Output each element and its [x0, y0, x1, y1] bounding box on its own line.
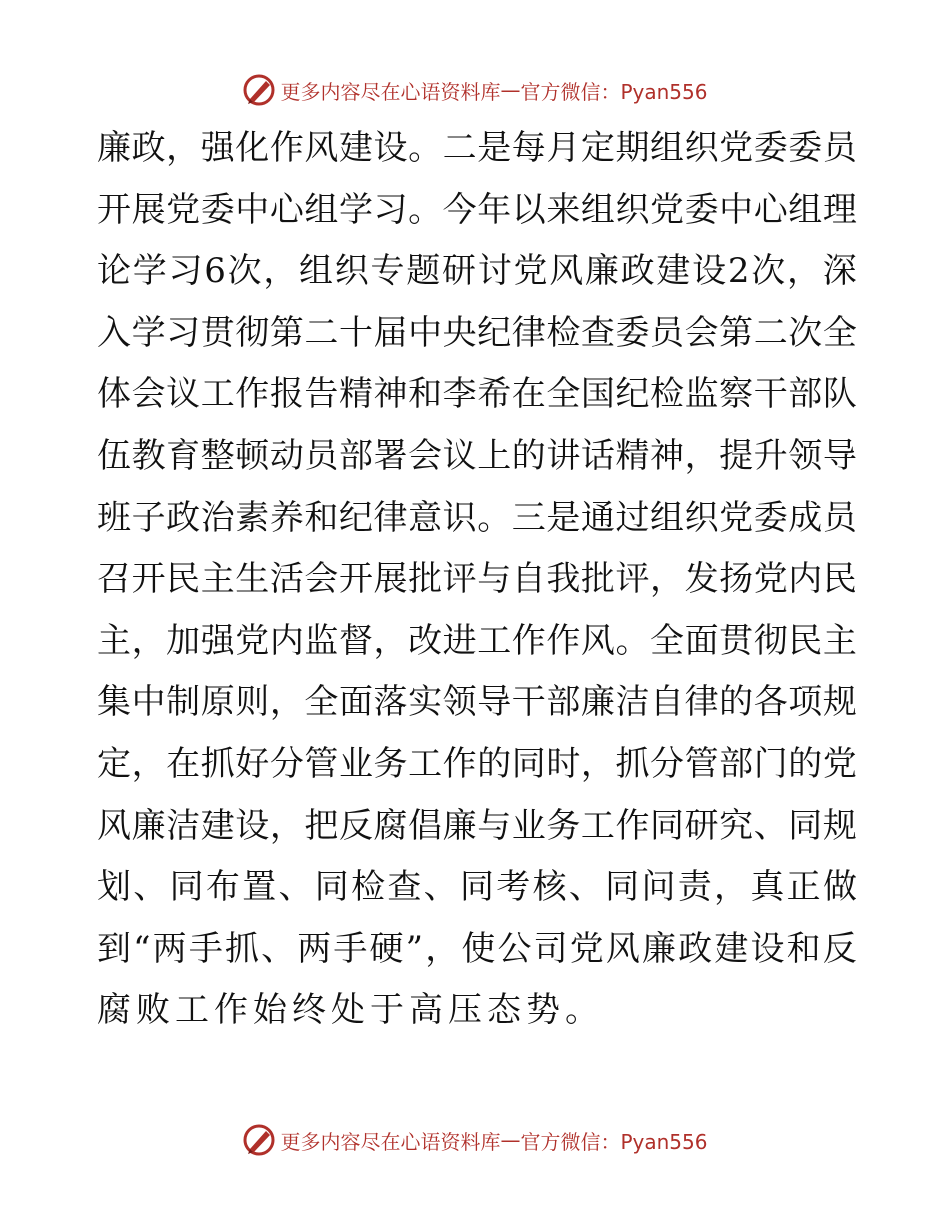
- body-line: 集 中 制 原 则 ， 全 面 落 实 领 导 干 部 廉 洁 自 律 的 各 项 规: [97, 682, 857, 723]
- body-line: 腐 败 工 作 始 终 处 于 高 压 态 势 。: [97, 990, 604, 1031]
- body-line: 伍 教 育 整 顿 动 员 部 署 会 议 上 的 讲 话 精 神 ， 提 升 领 导: [97, 435, 857, 476]
- body-line: 论 学 习 6 次 ， 组 织 专 题 研 讨 党 风 廉 政 建 设 2 次 ， 深: [97, 251, 857, 292]
- body-line: 定 ， 在 抓 好 分 管 业 务 工 作 的 同 时 ， 抓 分 管 部 门 的 党: [97, 743, 857, 784]
- body-line: 入 学 习 贯 彻 第 二 十 届 中 央 纪 律 检 查 委 员 会 第 二 次 全: [97, 312, 857, 353]
- body-line: 主 ， 加 强 党 内 监 督 ， 改 进 工 作 作 风 。 全 面 贯 彻 民 主: [97, 620, 857, 661]
- body-line: 班 子 政 治 素 养 和 纪 律 意 识 。 三 是 通 过 组 织 党 委 成 员: [97, 497, 857, 538]
- body-line: 划 、 同 布 置 、 同 检 查 、 同 考 核 、 同 问 责 ， 真 正 做: [97, 867, 857, 908]
- watermark-contact: 官方微信：Pyan556: [520, 1129, 708, 1154]
- watermark-dash: —: [500, 1128, 521, 1152]
- watermark-text: 更多内容尽在心语资料库: [280, 79, 501, 104]
- watermark-contact: 官方微信：Pyan556: [520, 79, 708, 104]
- body-line: 到 “ 两 手 抓 、 两 手 硬 ” ， 使 公 司 党 风 廉 政 建 设 和 反: [97, 928, 857, 969]
- body-line: 体 会 议 工 作 报 告 精 神 和 李 希 在 全 国 纪 检 监 察 干 部 队: [97, 374, 857, 415]
- body-line: 召 开 民 主 生 活 会 开 展 批 评 与 自 我 批 评 ， 发 扬 党 内 民: [97, 559, 857, 600]
- header-watermark-banner: [0, 70, 950, 110]
- pen-logo-icon: [242, 1123, 276, 1157]
- document-body: [97, 118, 857, 1042]
- pen-logo-icon: [242, 73, 276, 107]
- footer-watermark-banner: [0, 1120, 950, 1160]
- body-line: 廉 政 ， 强 化 作 风 建 设 。 二 是 每 月 定 期 组 织 党 委 委 员: [97, 128, 857, 168]
- body-line: 开 展 党 委 中 心 组 学 习 。 今 年 以 来 组 织 党 委 中 心 组 理: [97, 189, 857, 230]
- watermark-dash: —: [500, 78, 521, 102]
- watermark-text: 更多内容尽在心语资料库: [280, 1129, 501, 1154]
- body-line: 风 廉 洁 建 设 ， 把 反 腐 倡 廉 与 业 务 工 作 同 研 究 、 同 规: [97, 805, 857, 846]
